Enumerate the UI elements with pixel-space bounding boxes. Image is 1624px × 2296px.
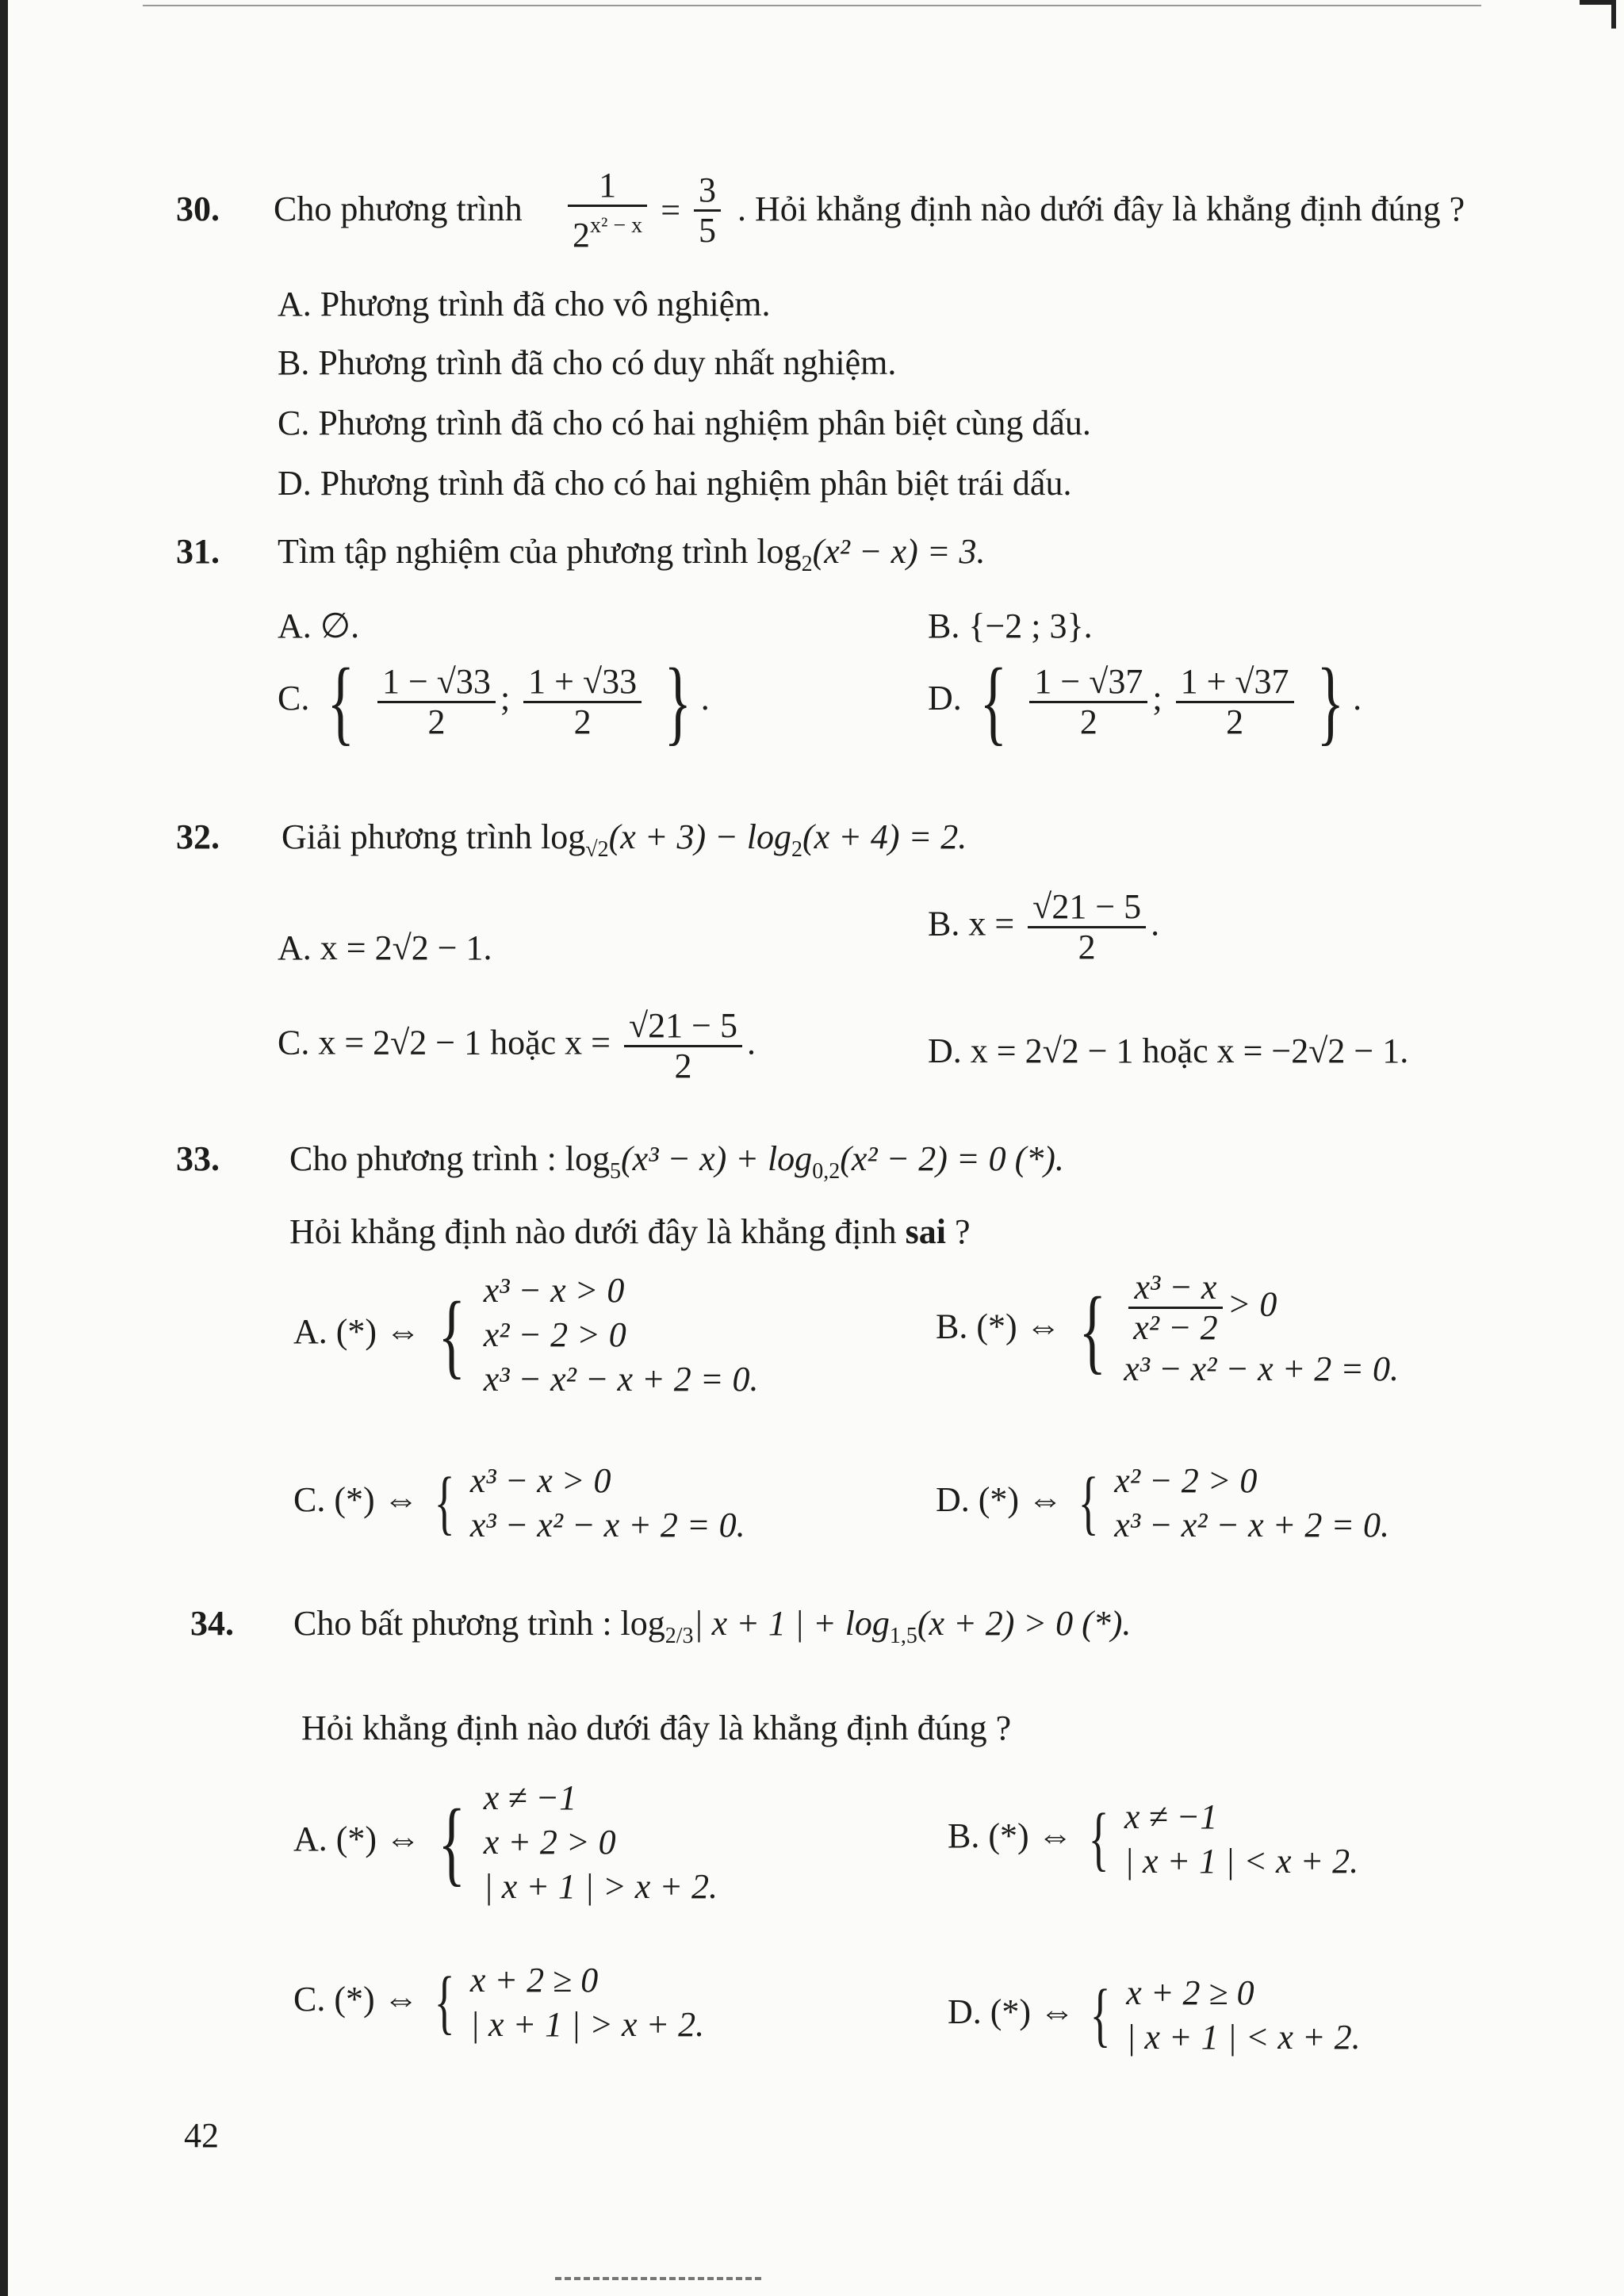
q34-option-d: D. (*) ⇔ { x + 2 ≥ 0 | x + 1 | < x + 2.: [948, 1973, 1361, 2057]
q32-option-c: C. x = 2√2 − 1 hoặc x = $\frac{√21 - 5}{2}$ .: [278, 1006, 756, 1085]
q30-rhs-fraction: [694, 171, 721, 250]
q30-equation: $\frac{1}{2^{x^2 - x}}$ = $\frac{3}{5}$: [563, 166, 726, 254]
q30-rhs-num: 3: [694, 171, 721, 212]
q31-option-a: A. ∅.: [278, 607, 360, 645]
q34-text: Cho bất phương trình : $\log_{2/3}|$ x + 1 | + $\log_{1,5}(x + 2) > 0$ (*).: [293, 1604, 1132, 1648]
q30-number: 30.: [176, 189, 220, 228]
q34-option-c: C. (*) ⇔ { x + 2 ≥ 0 | x + 1 | > x + 2.: [293, 1961, 705, 2044]
q33-option-c: C. (*) ⇔ { x³ − x > 0 x³ − x² − x + 2 = 0.: [293, 1461, 745, 1544]
q31-text: Tìm tập nghiệm của phương trình $\log_2(x^2 - x) = 3$.: [278, 532, 986, 576]
page-number: 42: [184, 2116, 219, 2155]
scan-edge-left: [0, 0, 8, 2296]
q30-lhs-fraction: [568, 166, 647, 254]
q30-rhs-den: 5: [699, 211, 717, 250]
q30-lead: Cho phương trình: [274, 189, 523, 228]
q30-lhs-den: $2^{x^2 - x}$: [573, 213, 643, 254]
q32-number: 32.: [176, 817, 220, 856]
q31-option-d: D. { $\frac{1 - √37}{2}$ ; $\frac{1 + √37}{2}$ } .: [928, 649, 1362, 754]
q34-option-b: B. (*) ⇔ { x ≠ −1 | x + 1 | < x + 2.: [948, 1797, 1359, 1881]
q30-option-b: B. Phương trình đã cho có duy nhất nghiệm.: [278, 343, 897, 382]
q30-option-a: A. Phương trình đã cho vô nghiệm.: [278, 285, 771, 323]
q33-option-d: D. (*) ⇔ { x² − 2 > 0 x³ − x² − x + 2 = 0.: [936, 1461, 1390, 1544]
q34-number: 34.: [190, 1604, 234, 1643]
q30-option-d: D. Phương trình đã cho có hai nghiệm phân biệt trái dấu.: [278, 464, 1072, 503]
q31-option-c: C. { $\frac{1 - √33}{2}$ ; $\frac{1 + √33}{2}$ } .: [278, 649, 710, 754]
q30-question: . Hỏi khẳng định nào dưới đây là khẳng định đúng ?: [737, 189, 1465, 228]
q32-option-d: D. x = 2√2 − 1 hoặc x = −2√2 − 1.: [928, 1031, 1409, 1070]
q31-option-b: B. {−2 ; 3}.: [928, 607, 1093, 645]
q33-question: Hỏi khẳng định nào dưới đây là khẳng định sai ?: [289, 1212, 971, 1251]
q34-option-a: A. (*) ⇔ { x ≠ −1 x + 2 > 0 | x + 1 | > x + 2.: [293, 1778, 718, 1906]
q32-option-a: A. x = 2√2 − 1.: [278, 928, 492, 967]
scan-corner-mark: [1580, 0, 1616, 29]
q33-number: 33.: [176, 1139, 220, 1178]
q32-option-b: B. x = $\frac{√21 - 5}{2}$ .: [928, 887, 1160, 966]
q32-text: Giải phương trình $\log_{√2}(x + 3) - \log_2(x + 4) = 2$.: [282, 817, 967, 862]
q33-option-a: A. (*) ⇔ { x³ − x > 0 x² − 2 > 0 x³ − x² − x + 2 = 0.: [293, 1271, 759, 1399]
q31-number: 31.: [176, 532, 220, 571]
bottom-rule: [555, 2277, 761, 2280]
q30-lhs-num: 1: [568, 166, 647, 207]
q34-question: Hỏi khẳng định nào dưới đây là khẳng định đúng ?: [301, 1709, 1012, 1747]
top-rule: [143, 5, 1481, 6]
q30-option-c: C. Phương trình đã cho có hai nghiệm phân biệt cùng dấu.: [278, 404, 1091, 442]
q33-text: Cho phương trình : $\log_5(x^3 - x) + \log_{0,2}(x^2 - 2) = 0$ (*).: [289, 1139, 1064, 1184]
q33-option-b: B. (*) ⇔ { $\frac{\text{x³ − x}}{\text{x² − 2}}$ > 0 x³ − x² − x + 2 = 0.: [936, 1268, 1400, 1388]
